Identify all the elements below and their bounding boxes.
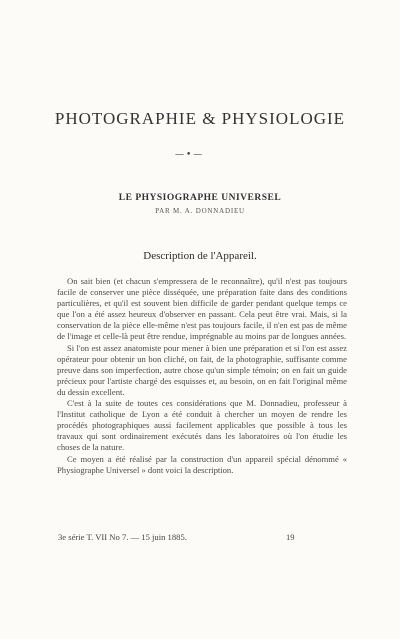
journal-section-title: PHOTOGRAPHIE & PHYSIOLOGIE bbox=[54, 109, 346, 128]
ornament-divider: —•— bbox=[175, 150, 205, 160]
article-title: LE PHYSIOGRAPHE UNIVERSEL bbox=[118, 193, 282, 203]
paragraph: C'est à la suite de toutes ces considérations que M. Donnadieu, professeur à l'Institut catholique de Lyon a été conduit à chercher un moyen de rendre les procédés photographiques aussi facilement applicables que possible à tous les travaux qui sont ordinairement exécutés dans les laboratoires où l'on étudie les choses de la nature. bbox=[57, 398, 347, 453]
page-footer bbox=[58, 532, 358, 542]
series-info: 3e série T. VII No 7. — 15 juin 1885. bbox=[58, 532, 187, 542]
page-number: 19 bbox=[286, 532, 295, 542]
section-heading: Description de l'Appareil. bbox=[143, 250, 257, 262]
paragraph: On sait bien (et chacun s'empressera de le reconnaître), qu'il n'est pas toujours facile de conserver une pièce disséquée, une préparation faite dans des conditions particulières, et qu'il est souvent bien difficile de garder pendant quelque temps ce que l'on a été assez heureux d'observer en passant. Cela peut être vrai. Mais, si la conservation de la pièce elle-même n'est pas toujours facile, il n'en est pas de même de l'image et celle-là peut être rendue, imprégnable au moins par de longues années. bbox=[57, 276, 347, 342]
article-body bbox=[57, 276, 347, 476]
paragraph: Ce moyen a été réalisé par la construction d'un appareil spécial dénommé « Physiographe Universel » dont voici la description. bbox=[57, 453, 347, 475]
article-byline: PAR M. A. DONNADIEU bbox=[155, 207, 245, 215]
paragraph: Si l'on est assez anatomiste pour mener à bien une préparation et si l'on est assez opérateur pour obtenir un bon cliché, on fait, de la photographie, suffisante comme preuve dans son imperfection, autre chose qu'un simple témoin; on en fait un guide précieux pour l'artiste chargé des esquisses et, au besoin, on en fait l'original même du dessin excellent. bbox=[57, 342, 347, 397]
